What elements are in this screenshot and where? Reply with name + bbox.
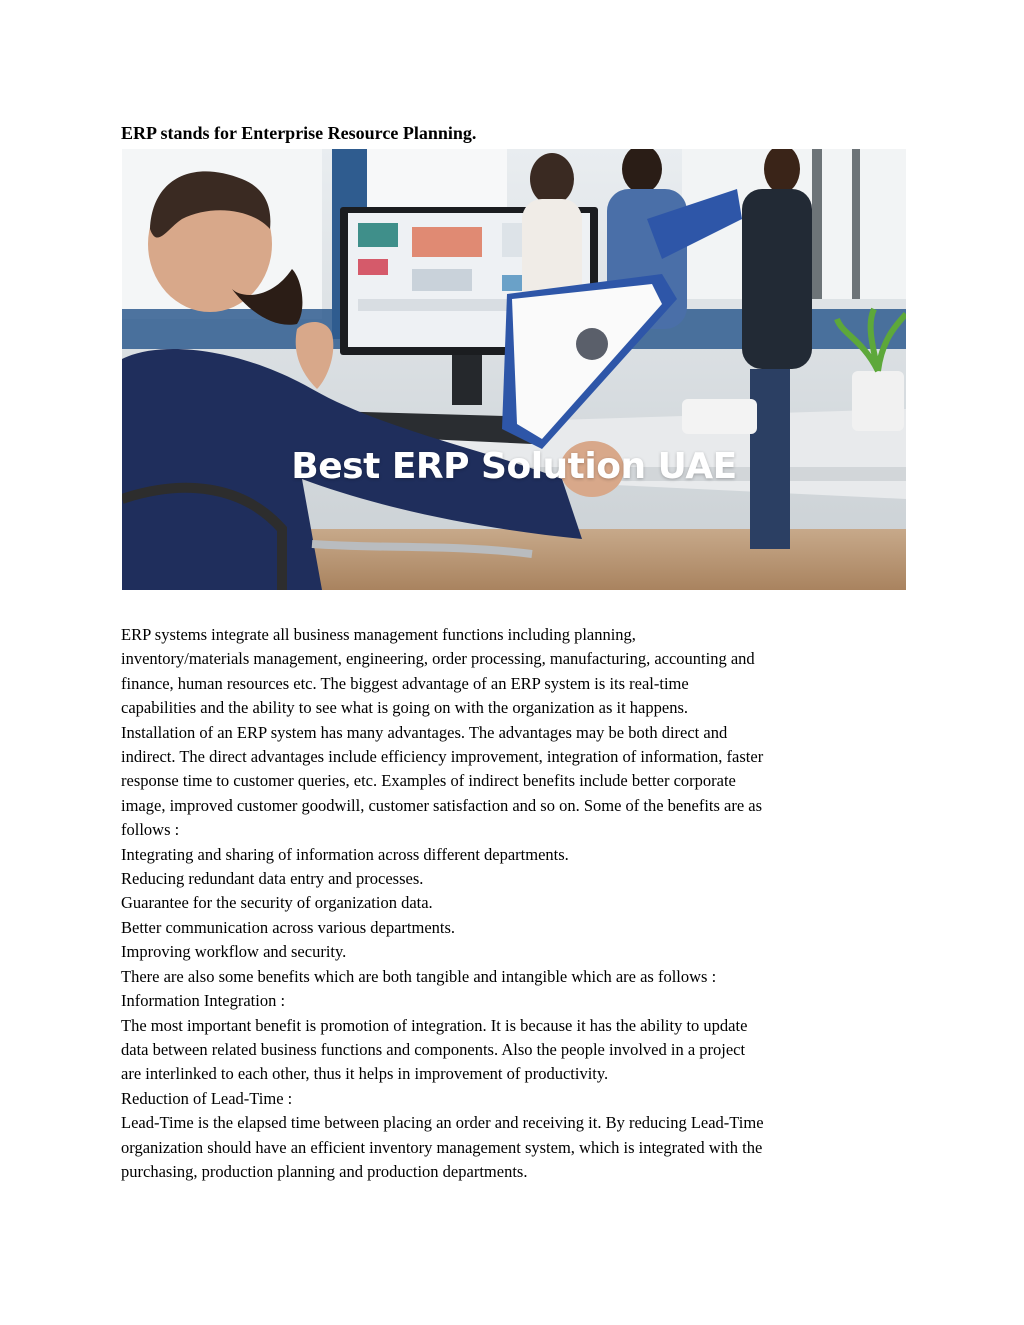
document-heading: ERP stands for Enterprise Resource Planning. (121, 123, 477, 143)
document-body (121, 623, 851, 1184)
body-line: organization should have an efficient inventory management system, which is integrated with the (121, 1137, 763, 1157)
body-line: inventory/materials management, engineering, order processing, manufacturing, accounting and (121, 649, 755, 669)
body-line: follows : (121, 820, 180, 840)
body-line: response time to customer queries, etc. Examples of indirect benefits include better corporate (121, 771, 736, 791)
benefit-item: Integrating and sharing of information across different departments. (121, 844, 569, 864)
section-heading-information-integration: Information Integration : (121, 991, 286, 1011)
section-heading-lead-time: Reduction of Lead-Time : (121, 1088, 293, 1108)
body-line: purchasing, production planning and production departments. (121, 1161, 528, 1181)
benefit-item: Reducing redundant data entry and processes. (121, 869, 424, 889)
body-line: The most important benefit is promotion of integration. It is because it has the ability to update (121, 1015, 748, 1035)
benefit-item: Improving workflow and security. (121, 942, 347, 962)
body-line: Installation of an ERP system has many advantages. The advantages may be both direct and (121, 722, 728, 742)
body-line: finance, human resources etc. The biggest advantage of an ERP system is its real-time (121, 673, 689, 693)
image-overlay-title: Best ERP Solution UAE (291, 446, 737, 487)
body-line: indirect. The direct advantages include efficiency improvement, integration of information, faster (121, 747, 764, 767)
body-line: There are also some benefits which are both tangible and intangible which are as follows : (121, 966, 717, 986)
benefit-item: Guarantee for the security of organization data. (121, 893, 433, 913)
office-photo (122, 149, 906, 590)
benefit-item: Better communication across various departments. (121, 917, 456, 937)
body-line: image, improved customer goodwill, customer satisfaction and so on. Some of the benefits are as (121, 795, 763, 815)
body-line: data between related business functions and components. Also the people involved in a project (121, 1039, 746, 1059)
body-line: are interlinked to each other, thus it helps in improvement of productivity. (121, 1064, 609, 1084)
body-line: ERP systems integrate all business management functions including planning, (121, 625, 636, 644)
body-line: capabilities and the ability to see what is going on with the organization as it happens. (121, 698, 688, 718)
body-line: Lead-Time is the elapsed time between placing an order and receiving it. By reducing Lead-Time (121, 1113, 764, 1133)
office-scene-illustration (122, 149, 906, 590)
